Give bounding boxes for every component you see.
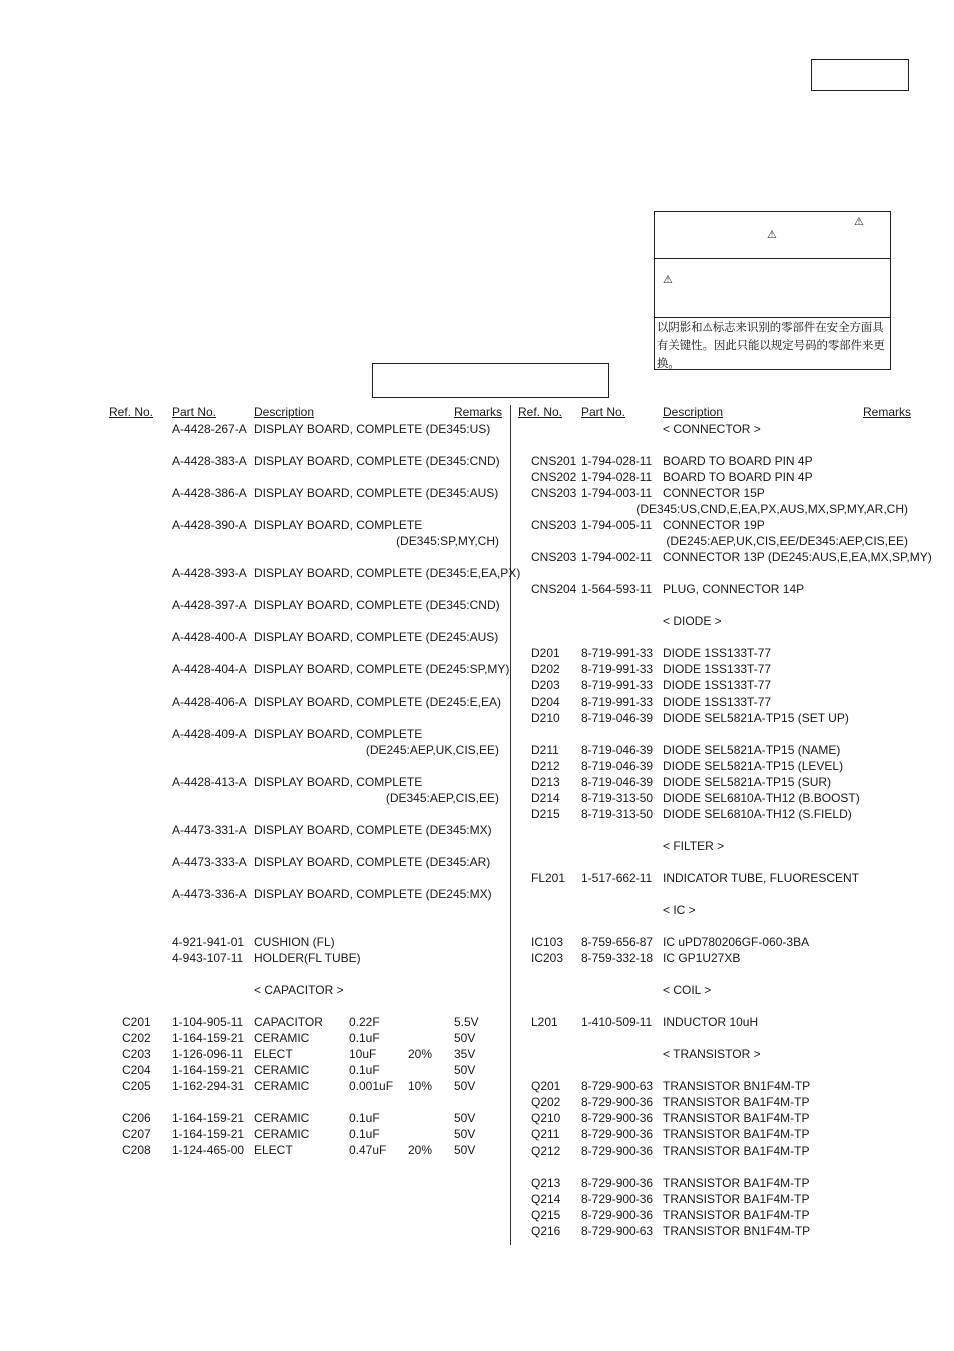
part-no: 1-164-159-21: [172, 1111, 245, 1125]
value: 0.1uF: [349, 1031, 380, 1045]
value: 0.47uF: [349, 1143, 387, 1157]
part-no: 1-126-096-11: [172, 1047, 244, 1061]
ref-no: Q216: [531, 1224, 561, 1238]
header-remarks: Remarks: [863, 405, 912, 419]
description: DIODE SEL5821A-TP15 (SET UP): [663, 711, 849, 725]
description: INDUCTOR 10uH: [663, 1015, 759, 1029]
part-no: 8-759-332-18: [581, 951, 654, 965]
description: CERAMIC: [254, 1079, 310, 1093]
part-no: 4-921-941-01: [172, 935, 245, 949]
warning-triangle-icon: ⚠: [663, 273, 673, 286]
part-no: 8-719-046-39: [581, 743, 654, 757]
part-no: A-4428-393-A: [172, 566, 247, 580]
description: DIODE 1SS133T-77: [663, 695, 772, 709]
part-no: A-4473-333-A: [172, 855, 247, 869]
part-no: 8-729-900-36: [581, 1208, 654, 1222]
ref-no: D202: [531, 662, 560, 676]
part-no: 1-104-905-11: [172, 1015, 244, 1029]
description: CERAMIC: [254, 1031, 310, 1045]
ref-no: D211: [531, 743, 559, 757]
ref-no: FL201: [531, 871, 566, 885]
header-part-no: Part No.: [172, 405, 217, 419]
description: TRANSISTOR BA1F4M-TP: [663, 1144, 810, 1158]
tolerance: 20%: [408, 1047, 433, 1061]
value: 0.22F: [349, 1015, 380, 1029]
ref-no: D215: [531, 807, 560, 821]
part-no: 4-943-107-11: [172, 951, 244, 965]
description: DISPLAY BOARD, COMPLETE: [254, 518, 423, 532]
page-label-box: [811, 59, 909, 91]
description: DIODE SEL5821A-TP15 (LEVEL): [663, 759, 844, 773]
part-no: 1-794-002-11: [581, 550, 653, 564]
tolerance: 20%: [408, 1143, 433, 1157]
part-no: A-4428-409-A: [172, 727, 247, 741]
ref-no: C207: [122, 1127, 151, 1141]
part-no: 8-729-900-36: [581, 1144, 654, 1158]
description: < IC >: [663, 903, 696, 917]
description: < TRANSISTOR >: [663, 1047, 761, 1061]
description: < CAPACITOR >: [254, 983, 344, 997]
description: DIODE 1SS133T-77: [663, 662, 772, 676]
part-no: 8-729-900-63: [581, 1079, 654, 1093]
part-no: A-4428-267-A: [172, 422, 247, 436]
description: CONNECTOR 19P: [663, 518, 765, 532]
voltage: 35V: [454, 1047, 476, 1061]
part-no: 8-729-900-36: [581, 1192, 654, 1206]
warning-triangle-icon: ⚠: [854, 215, 864, 228]
description: CERAMIC: [254, 1063, 310, 1077]
value: 0.1uF: [349, 1063, 380, 1077]
ref-no: Q210: [531, 1111, 561, 1125]
part-no: 1-164-159-21: [172, 1063, 245, 1077]
part-no: 1-410-509-11: [581, 1015, 653, 1029]
part-no: A-4428-413-A: [172, 775, 247, 789]
description: PLUG, CONNECTOR 14P: [663, 582, 805, 596]
description: DIODE SEL5821A-TP15 (NAME): [663, 743, 841, 757]
part-no: A-4428-404-A: [172, 662, 247, 676]
description: DISPLAY BOARD, COMPLETE (DE245:E,EA): [254, 695, 501, 709]
part-no: A-4428-386-A: [172, 486, 247, 500]
ref-no: CNS203: [531, 518, 577, 532]
part-no: 8-729-900-36: [581, 1095, 654, 1109]
description: DIODE SEL6810A-TH12 (S.FIELD): [663, 807, 852, 821]
ref-no: C205: [122, 1079, 151, 1093]
ref-no: CNS203: [531, 486, 577, 500]
description: DISPLAY BOARD, COMPLETE (DE245:AUS): [254, 630, 499, 644]
ref-no: IC203: [531, 951, 564, 965]
description: DIODE 1SS133T-77: [663, 678, 772, 692]
description: TRANSISTOR BA1F4M-TP: [663, 1176, 810, 1190]
description: INDICATOR TUBE, FLUORESCENT: [663, 871, 860, 885]
value: 0.1uF: [349, 1111, 380, 1125]
part-no: 8-719-991-33: [581, 646, 654, 660]
part-no: 8-729-900-36: [581, 1111, 654, 1125]
ref-no: L201: [531, 1015, 558, 1029]
ref-no: C204: [122, 1063, 151, 1077]
description: DISPLAY BOARD, COMPLETE (DE345:AUS): [254, 486, 499, 500]
ref-no: D204: [531, 695, 560, 709]
description: ELECT: [254, 1143, 293, 1157]
ref-no: C203: [122, 1047, 151, 1061]
part-no: 8-719-991-33: [581, 662, 654, 676]
description: DIODE 1SS133T-77: [663, 646, 772, 660]
description: TRANSISTOR BN1F4M-TP: [663, 1079, 811, 1093]
description: DISPLAY BOARD, COMPLETE: [254, 775, 423, 789]
description: DISPLAY BOARD, COMPLETE: [254, 727, 423, 741]
description: < CONNECTOR >: [663, 422, 761, 436]
description: TRANSISTOR BN1F4M-TP: [663, 1224, 811, 1238]
part-no: 8-719-313-50: [581, 807, 654, 821]
description: DISPLAY BOARD, COMPLETE (DE345:MX): [254, 823, 492, 837]
ref-no: CNS203: [531, 550, 577, 564]
description: TRANSISTOR BA1F4M-TP: [663, 1192, 810, 1206]
ref-no: CNS202: [531, 470, 577, 484]
part-no: 1-794-005-11: [581, 518, 653, 532]
part-no: 8-729-900-36: [581, 1127, 654, 1141]
part-no: 1-124-465-00: [172, 1143, 245, 1157]
voltage: 50V: [454, 1127, 476, 1141]
description: DISPLAY BOARD, COMPLETE (DE345:AR): [254, 855, 491, 869]
part-no: 1-162-294-31: [172, 1079, 245, 1093]
part-no: 1-164-159-21: [172, 1031, 245, 1045]
ref-no: D214: [531, 791, 560, 805]
description: HOLDER(FL TUBE): [254, 951, 361, 965]
warning-triangle-icon: ⚠: [767, 228, 777, 241]
description-note: (DE345:SP,MY,CH): [396, 534, 499, 548]
part-no: 8-729-900-36: [581, 1176, 654, 1190]
part-no: 8-719-991-33: [581, 695, 654, 709]
description: DIODE SEL5821A-TP15 (SUR): [663, 775, 832, 789]
description: CERAMIC: [254, 1127, 310, 1141]
ref-no: D213: [531, 775, 560, 789]
description: IC GP1U27XB: [663, 951, 741, 965]
voltage: 50V: [454, 1079, 476, 1093]
description: BOARD TO BOARD PIN 4P: [663, 470, 813, 484]
ref-no: C201: [122, 1015, 151, 1029]
part-no: 8-719-991-33: [581, 678, 654, 692]
voltage: 50V: [454, 1063, 476, 1077]
part-no: 8-759-656-87: [581, 935, 654, 949]
description: BOARD TO BOARD PIN 4P: [663, 454, 813, 468]
part-no: 8-719-046-39: [581, 775, 654, 789]
safety-warning-box: [654, 211, 891, 370]
part-no: 8-729-900-63: [581, 1224, 654, 1238]
ref-no: Q213: [531, 1176, 561, 1190]
voltage: 5.5V: [454, 1015, 479, 1029]
description: DISPLAY BOARD, COMPLETE (DE345:CND): [254, 454, 500, 468]
ref-no: D210: [531, 711, 560, 725]
voltage: 50V: [454, 1143, 476, 1157]
header-remarks: Remarks: [454, 405, 503, 419]
description: DISPLAY BOARD, COMPLETE (DE245:SP,MY): [254, 662, 510, 676]
ref-no: Q211: [531, 1127, 560, 1141]
part-no: 8-719-046-39: [581, 759, 654, 773]
warning-chinese-text: 以阴影和⚠标志来识别的零部件在安全方面具有关键性。因此只能以规定号码的零部件来更换。: [657, 320, 885, 370]
part-no: A-4473-336-A: [172, 887, 247, 901]
description: CERAMIC: [254, 1111, 310, 1125]
column-divider: [510, 405, 511, 1245]
part-no: 1-164-159-21: [172, 1127, 245, 1141]
header-ref-no: Ref. No.: [518, 405, 563, 419]
ref-no: Q214: [531, 1192, 561, 1206]
description: TRANSISTOR BA1F4M-TP: [663, 1127, 810, 1141]
description: DISPLAY BOARD, COMPLETE (DE245:MX): [254, 887, 492, 901]
warning-section-2: [655, 258, 890, 318]
description: DISPLAY BOARD, COMPLETE (DE345:E,EA,PX): [254, 566, 521, 580]
part-no: 1-564-593-11: [581, 582, 653, 596]
description-note: (DE245:AEP,UK,CIS,EE): [365, 743, 499, 757]
part-no: 8-719-046-39: [581, 711, 654, 725]
ref-no: CNS204: [531, 582, 577, 596]
ref-no: Q201: [531, 1079, 561, 1093]
description: TRANSISTOR BA1F4M-TP: [663, 1208, 810, 1222]
description: CONNECTOR 15P: [663, 486, 765, 500]
ref-no: Q215: [531, 1208, 561, 1222]
ref-no: D212: [531, 759, 560, 773]
description: DISPLAY BOARD, COMPLETE (DE345:US): [254, 422, 491, 436]
ref-no: CNS201: [531, 454, 577, 468]
part-no: A-4428-406-A: [172, 695, 247, 709]
tolerance: 10%: [408, 1079, 433, 1093]
part-no: A-4428-383-A: [172, 454, 247, 468]
ref-no: C202: [122, 1031, 151, 1045]
header-ref-no: Ref. No.: [109, 405, 154, 419]
part-no: 1-794-003-11: [581, 486, 653, 500]
part-no: 1-517-662-11: [581, 871, 653, 885]
ref-no: Q202: [531, 1095, 561, 1109]
description: IC uPD780206GF-060-3BA: [663, 935, 810, 949]
section-title-box: [372, 363, 609, 398]
description: DISPLAY BOARD, COMPLETE (DE345:CND): [254, 598, 500, 612]
description: CUSHION (FL): [254, 935, 335, 949]
warning-section-1: [655, 212, 890, 259]
value: 10uF: [349, 1047, 377, 1061]
voltage: 50V: [454, 1111, 476, 1125]
description: TRANSISTOR BA1F4M-TP: [663, 1111, 810, 1125]
header-part-no: Part No.: [581, 405, 626, 419]
description: ELECT: [254, 1047, 293, 1061]
description-note: (DE345:AEP,CIS,EE): [385, 791, 499, 805]
description: TRANSISTOR BA1F4M-TP: [663, 1095, 810, 1109]
value: 0.1uF: [349, 1127, 380, 1141]
description: < DIODE >: [663, 614, 722, 628]
part-no: A-4428-397-A: [172, 598, 247, 612]
ref-no: C206: [122, 1111, 151, 1125]
part-no: 1-794-028-11: [581, 470, 653, 484]
description: CAPACITOR: [254, 1015, 323, 1029]
description: DIODE SEL6810A-TH12 (B.BOOST): [663, 791, 860, 805]
description-note: (DE345:US,CND,E,EA,PX,AUS,MX,SP,MY,AR,CH): [636, 502, 908, 516]
part-no: 1-794-028-11: [581, 454, 653, 468]
part-no: A-4428-400-A: [172, 630, 247, 644]
ref-no: Q212: [531, 1144, 561, 1158]
header-description: Description: [254, 405, 315, 419]
description: < COIL >: [663, 983, 712, 997]
value: 0.001uF: [349, 1079, 394, 1093]
description-note: (DE245:AEP,UK,CIS,EE/DE345:AEP,CIS,EE): [666, 534, 908, 548]
part-no: A-4428-390-A: [172, 518, 247, 532]
ref-no: D201: [531, 646, 560, 660]
part-no: 8-719-313-50: [581, 791, 654, 805]
ref-no: D203: [531, 678, 560, 692]
description: CONNECTOR 13P (DE245:AUS,E,EA,MX,SP,MY): [663, 550, 932, 564]
part-no: A-4473-331-A: [172, 823, 247, 837]
ref-no: IC103: [531, 935, 564, 949]
header-description: Description: [663, 405, 724, 419]
voltage: 50V: [454, 1031, 476, 1045]
ref-no: C208: [122, 1143, 151, 1157]
description: < FILTER >: [663, 839, 725, 853]
